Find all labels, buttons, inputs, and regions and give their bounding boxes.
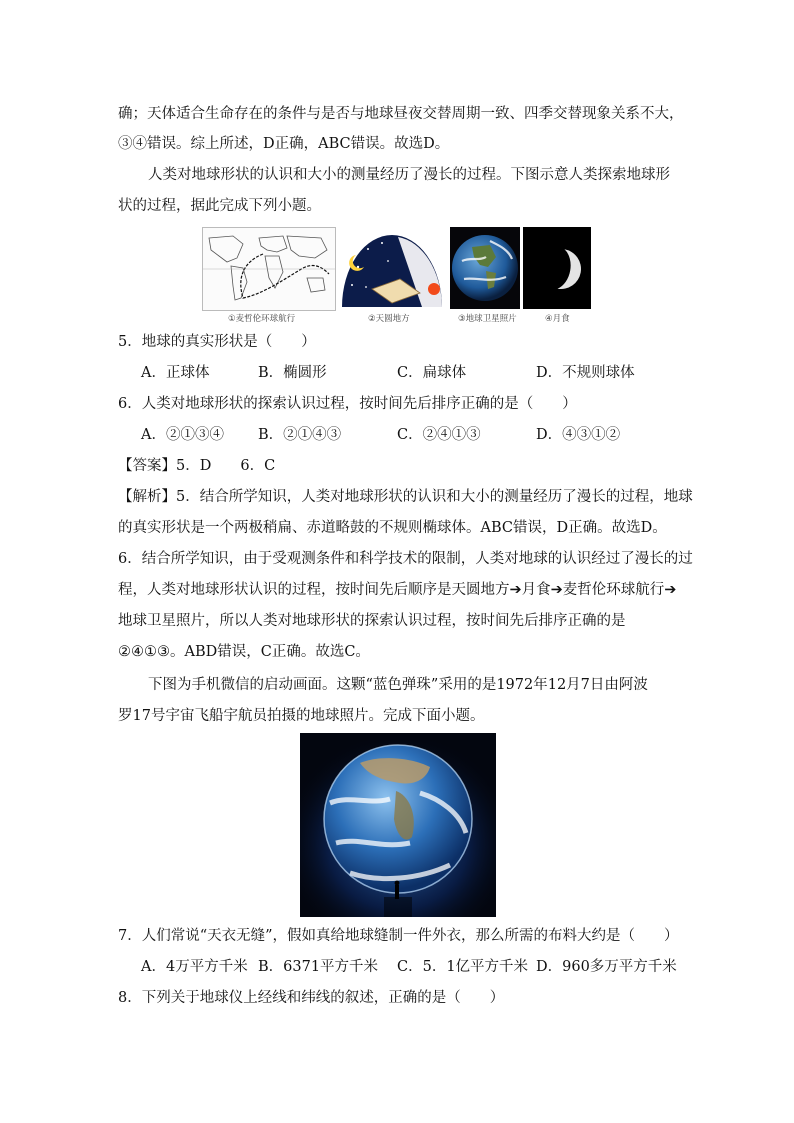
q6-option-b: B．②①④③ <box>258 427 342 443</box>
intro-line-2: ③④错误。综上所述，D正确，ABC错误。故选D。 <box>118 136 450 152</box>
q5-option-d: D．不规则球体 <box>536 365 635 381</box>
q7-option-c: C．5．1亿平方千米 <box>397 959 529 975</box>
q7-option-d: D．960多万平方千米 <box>536 959 677 975</box>
analysis-line-4: 程，人类对地球形状认识的过程，按时间先后顺序是天圆地方➔月食➔麦哲伦环球航行➔ <box>118 582 677 598</box>
intro-line-1: 确；天体适合生命存在的条件与是否与地球昼夜交替周期一致、四季交替现象关系不大， <box>118 106 684 122</box>
q5-stem: 5．地球的真实形状是（ ） <box>118 334 316 350</box>
analysis-line-2: 的真实形状是一个两极稍扁、赤道略鼓的不规则椭球体。ABC错误，D正确。故选D。 <box>118 520 667 536</box>
earth-satellite-photo <box>450 227 520 309</box>
figure1-caption-3: ③地球卫星照片 <box>458 314 517 324</box>
q7-option-b: B．6371平方千米 <box>258 959 379 975</box>
passage2-line-2: 罗17号宇宙飞船宇航员拍摄的地球照片。完成下面小题。 <box>118 708 485 724</box>
q7-stem: 7．人们常说“天衣无缝”，假如真给地球缝制一件外衣，那么所需的布料大约是（ ） <box>118 928 679 944</box>
figure1-caption-4: ④月食 <box>545 314 570 324</box>
analysis-line-5: 地球卫星照片，所以人类对地球形状的探索认识过程，按时间先后排序正确的是 <box>118 613 626 629</box>
q6-option-d: D．④③①② <box>536 427 621 443</box>
magellan-route-map <box>202 227 336 311</box>
q6-stem: 6．人类对地球形状的探索认识过程，按时间先后排序正确的是（ ） <box>118 396 577 412</box>
analysis-line-1: 【解析】5．结合所学知识，人类对地球形状的认识和大小的测量经历了漫长的过程，地球 <box>118 489 693 505</box>
passage2-line-1: 下图为手机微信的启动画面。这颗“蓝色弹珠”采用的是1972年12月7日由阿波 <box>148 677 648 693</box>
q6-option-a: A．②①③④ <box>141 427 224 443</box>
figure1-caption-1: ①麦哲伦环球航行 <box>228 314 296 324</box>
q6-option-c: C．②④①③ <box>397 427 481 443</box>
q5-option-c: C．扁球体 <box>397 365 467 381</box>
lunar-eclipse-image <box>523 227 591 309</box>
q5-option-a: A．正球体 <box>141 365 210 381</box>
blue-marble-earth-image <box>300 733 496 917</box>
q5-option-b: B．椭圆形 <box>258 365 327 381</box>
round-sky-square-earth-image <box>338 227 446 309</box>
analysis-line-3: 6．结合所学知识，由于受观测条件和科学技术的限制，人类对地球的认识经过了漫长的过 <box>118 551 693 567</box>
q7-option-a: A．4万平方千米 <box>141 959 248 975</box>
passage1-line-1: 人类对地球形状的认识和大小的测量经历了漫长的过程。下图示意人类探索地球形 <box>148 167 670 183</box>
q8-stem: 8．下列关于地球仪上经线和纬线的叙述，正确的是（ ） <box>118 990 505 1006</box>
analysis-line-6: ②④①③。ABD错误，C正确。故选C。 <box>118 644 370 660</box>
passage1-line-2: 状的过程，据此完成下列小题。 <box>118 198 321 214</box>
answer-line: 【答案】5．D 6．C <box>118 458 276 474</box>
figure1-caption-2: ②天圆地方 <box>368 314 410 324</box>
